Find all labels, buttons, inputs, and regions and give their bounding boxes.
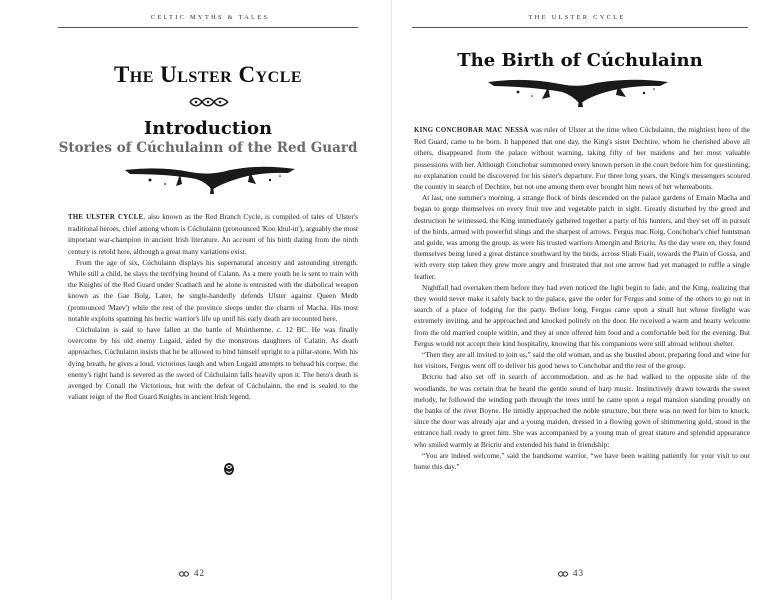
lead-in: KING CONCHOBAR MAC NESSA [414,127,529,134]
paragraph-text: , also known as the Red Branch Cycle, is compiled of tales of Ulster's traditional heroes, chief among whom is Cúchulainn (pronounced 'Koo khul-in'), arguably the most important war-champion in ancient Irish literature. An account of his birth dating from the ninth century is retold here, although a great many variations exist. [68,212,358,256]
page-number-text: 42 [194,568,205,578]
ink-splash-icon [120,160,300,196]
paragraph-text: was ruler of Ulster at the time when Cúchulainn, the mightiest hero of the Red Guard, came to be born. It happened that one day, the King's sister Dechtire, whom he cherished above all others, disappeared from the palace without warning, taking fifty of her maidens and her most valuable possessions with her. Although Conchobar summoned every known person in the court before him for questioning, no explanation could be discovered for his sister's departure. For three long years, the King's messengers scoured the country in search of Dechtire, but not one among them ever brought him news of her whereabouts. [414,125,750,192]
folio-knot-icon [178,571,190,577]
paragraph-text: “Then they are all invited to join us,” said the old woman, and as she bustled about, preparing food and wine for her visitors, Fergus went off to deliver his good news to Conchobar and the rest of the group. [414,350,750,371]
intro-subtitle: Stories of Cúchulainn of the Red Guard [58,140,358,156]
paragraph [414,349,750,371]
intro-title: Introduction [143,118,273,139]
running-head: CELTIC MYTHS & TALES [150,14,270,21]
right-page [392,0,784,600]
paragraph-text: From the age of six, Cúchulainn displays his supernatural ancestry and astounding strength. While still a child, he slays the terrifying hound of Calann. As a mere youth he is sent to train with the Knights of the Red Guard under Scathach and he alone is entrusted with the diabolical weapon known as the Gae Bolg. Later, he single-handedly defends Ulster against Queen Medb (pronounced 'Maev') while the rest of the province sleeps under the charm of Macha. His most notable exploits spanning his hectic warrior's life up until his early death are recounted here. [68,257,358,323]
page-number-text: 43 [573,568,584,578]
paragraph [68,324,358,402]
paragraph [414,371,750,449]
intro-body-text [68,211,358,402]
paragraph-text: “You are indeed welcome,” said the handsome warrior, “we have been waiting patiently for your visit to our home this day.” [414,450,750,472]
running-head: THE ULSTER CYCLE [528,14,626,21]
header-rule [412,27,748,28]
ink-splash-icon [484,74,672,108]
paragraph-text: Bricriu had also set off in search of accommodation, and as he had walked to the opposite side of the woodlands, he was certain that he heard the gentle sound of harp music. Instinctively drawn towards the sweet melody, he followed the winding path through the trees until he came upon a regal mansion standing proudly on the banks of the river Boyne. He timidly approached the noble structure, but there was no need for him to knock, since the door was already ajar and a young maiden, dressed in a flowing gown of shimmering gold, stood in the entrance hall ready to greet him. She was accompanied by a young man of great stature and splendid appearance who smiled warmly at Bricriu and extended his hand in friendship: [414,372,750,449]
paragraph [68,211,358,257]
paragraph-text: Cúchulainn is said to have fallen at the battle of Muirthemne, c. 12 BC. He was finally overcome by his old enemy Lugaid, aided by the monstrous daughters of Calatin. As death approaches, Cúchulainn insists that he be allowed to bind himself upright to a pillar-stone. With his dying breath, he gives a loud, victorious laugh and when Lugaid attempts to behead his corpse, the enemy's right hand is severed as the sword of Cúchulainn falls heavily upon it. The hero's death is avenged by Conall the Victorious, but with the defeat of Cúchulainn, the end is sealed to the valiant reign of the Red Guard Knights in ancient Irish legend. [68,325,358,402]
lead-in: THE ULSTER CYCLE [68,214,144,221]
chapter-body-text [414,124,750,472]
paragraph [414,450,750,472]
folio-knot-icon [557,571,569,577]
paragraph-text: At last, one summer's morning, a strange flock of birds descended on the palace gardens of Emain Macha and began to gorge themselves on every fruit tree and vegetable patch in sight. Greatly disturbed by the greed and destruction he witnessed, the King immediately gathered together a party of his hunters, and they set off in pursuit of the birds, armed with powerful slings and the sharpest of arrows. Fergus mac Roig, Conchobar's chief huntsman and guide, was among the group, as were his trusted warriors Amergin and Bricriu. As the day wore on, they found themselves being lured a great distance southward by the birds, across Sliab Fuait, towards the Plain of Gossa, and with every step taken they grew more angry and frustrated that not one arrow had yet managed to ruffle a single feather. [414,193,750,281]
section-title: The Ulster Cycle [113,62,303,87]
paragraph [68,257,358,324]
page-number [178,568,205,578]
knot-end-mark-icon [223,462,235,476]
page-number [557,568,584,578]
paragraph [414,282,750,349]
paragraph [414,192,750,282]
header-rule [58,27,358,28]
paragraph-text: Nightfall had overtaken them before they had even noticed the light begin to fade, and the King, realizing that they would never make it safely back to the palace, gave the order for Fergus and some of the others to go out in search of a place of lodging for the party. Before long, Fergus came upon a small hut whose firelight was extremely inviting, and he approached and knocked politely on the door. He received a warm and hearty welcome from the old married couple within, and they at once offered him food and a comfortable bed for the evening. But Fergus would not accept their kind hospitality, knowing that his companions were still abroad without shelter. [414,282,750,348]
paragraph [414,124,750,192]
celtic-knot-ornament-icon [188,97,230,107]
chapter-title: The Birth of Cúchulainn [457,50,703,71]
